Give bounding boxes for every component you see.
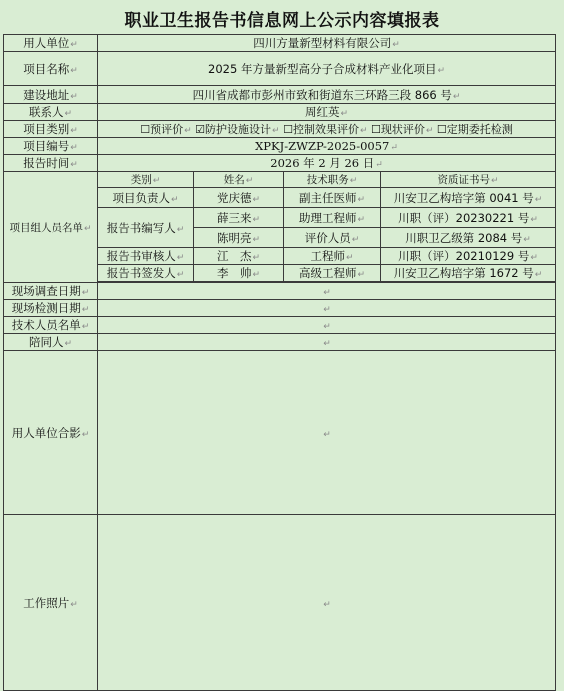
checkbox-protection-design[interactable]: ☑防护设施设计 — [195, 123, 272, 136]
row-contact — [4, 104, 556, 121]
para-mark: ↵ — [392, 40, 400, 50]
escort-value[interactable] — [98, 334, 556, 351]
category-label: 项目类别 — [23, 122, 70, 136]
row-escort — [4, 334, 556, 351]
group-photo-area[interactable] — [98, 351, 556, 515]
address-value: 四川省成都市彭州市致和街道东三环路三段 866 号 — [192, 87, 452, 102]
title-cell: 副主任医师↵ — [284, 188, 381, 208]
para-mark: ↵ — [359, 126, 368, 136]
label-cell: 技术人员名单↵ — [4, 317, 98, 334]
para-mark: ↵ — [323, 599, 331, 610]
report-date-value: 2026 年 2 月 26 日 — [270, 156, 375, 170]
category-options — [98, 121, 556, 138]
role-cell: 报告书审核人↵ — [98, 248, 194, 265]
row-report-date — [4, 155, 556, 172]
row-category — [4, 121, 556, 138]
checkbox-periodic-detection[interactable]: ☐定期委托检测 — [436, 123, 513, 136]
row-tech-staff — [4, 317, 556, 334]
title-cell: 评价人员↵ — [284, 228, 381, 248]
para-mark: ↵ — [452, 91, 461, 102]
para-mark: ↵ — [323, 288, 331, 298]
value-cell — [98, 155, 556, 172]
value-cell — [98, 86, 556, 104]
para-mark: ↵ — [70, 126, 78, 136]
para-mark: ↵ — [83, 223, 92, 234]
role-cell: 报告书编写人↵ — [98, 208, 194, 248]
para-mark: ↵ — [437, 65, 445, 76]
value-cell — [98, 104, 556, 121]
para-mark: ↵ — [340, 109, 349, 119]
para-mark: ↵ — [70, 40, 78, 50]
label-cell: 陪同人↵ — [4, 334, 98, 351]
title-cell: 助理工程师↵ — [284, 208, 381, 228]
survey-date-value[interactable] — [98, 283, 556, 300]
header-cert: 资质证书号↵ — [381, 172, 556, 188]
row-employer — [4, 35, 556, 52]
label-cell: 现场检测日期↵ — [4, 300, 98, 317]
label-cell: 现场调查日期↵ — [4, 283, 98, 300]
para-mark: ↵ — [323, 429, 331, 440]
header-title: 技术职务↵ — [284, 172, 381, 188]
cert-cell: 川职卫乙级第 2084 号↵ — [381, 228, 556, 248]
contact-value: 周红英 — [305, 105, 340, 119]
label-cell — [4, 52, 98, 86]
checkbox-icon: ☐ — [283, 123, 293, 136]
row-project-no — [4, 138, 556, 155]
team-label: 项目组人员名单 — [9, 221, 83, 234]
label-cell: 工作照片↵ — [4, 515, 98, 691]
team-header-row — [4, 172, 556, 188]
name-cell: 薛三来↵ — [194, 208, 284, 228]
label-cell — [4, 104, 98, 121]
address-label: 建设地址 — [23, 87, 70, 102]
role-cell: 报告书签发人↵ — [98, 265, 194, 282]
disclosure-form-table — [3, 34, 556, 691]
report-date-label: 报告时间 — [23, 156, 70, 170]
label-cell — [4, 35, 98, 52]
para-mark: ↵ — [64, 109, 73, 119]
label-cell — [4, 155, 98, 172]
project-no-value: XPKJ-ZWZP-2025-0057 — [255, 139, 390, 153]
row-detect-date — [4, 300, 556, 317]
para-mark: ↵ — [375, 160, 383, 170]
role-cell: 项目负责人↵ — [98, 188, 194, 208]
row-work-photo — [4, 515, 556, 691]
name-cell: 江 杰↵ — [194, 248, 284, 265]
cert-cell: 川安卫乙构培字第 1672 号↵ — [381, 265, 556, 282]
name-cell: 陈明亮↵ — [194, 228, 284, 248]
checkbox-status-evaluation[interactable]: ☐现状评价 — [371, 123, 425, 136]
para-mark: ↵ — [425, 126, 434, 136]
employer-label: 用人单位 — [23, 36, 70, 50]
para-mark: ↵ — [323, 339, 331, 349]
project-name-label: 项目名称 — [23, 61, 70, 76]
project-name-value: 2025 年方量新型高分子合成材料产业化项目 — [208, 61, 437, 76]
para-mark: ↵ — [323, 322, 331, 332]
para-mark: ↵ — [390, 143, 398, 153]
work-photo-area[interactable] — [98, 515, 556, 691]
row-project-name — [4, 52, 556, 86]
checked-box-icon: ☑ — [195, 123, 206, 136]
para-mark: ↵ — [184, 126, 192, 136]
name-cell: 党庆德↵ — [194, 188, 284, 208]
label-cell: 用人单位合影↵ — [4, 351, 98, 515]
cert-cell: 川职（评）20210129 号↵ — [381, 248, 556, 265]
tech-staff-value[interactable] — [98, 317, 556, 334]
value-cell — [98, 35, 556, 52]
header-category: 类别↵ — [98, 172, 194, 188]
para-mark: ↵ — [70, 143, 78, 153]
title-cell: 工程师↵ — [284, 248, 381, 265]
detect-date-value[interactable] — [98, 300, 556, 317]
form-title: 职业卫生报告书信息网上公示内容填报表 — [124, 11, 440, 31]
label-cell — [4, 86, 98, 104]
cert-cell: 川职（评）20230221 号↵ — [381, 208, 556, 228]
row-group-photo — [4, 351, 556, 515]
para-mark: ↵ — [70, 65, 78, 76]
label-cell — [4, 121, 98, 138]
employer-value: 四川方量新型材料有限公司 — [253, 36, 392, 50]
contact-label: 联系人 — [28, 105, 64, 119]
para-mark: ↵ — [70, 91, 78, 102]
value-cell — [98, 52, 556, 86]
project-no-label: 项目编号 — [23, 139, 70, 153]
checkbox-icon: ☐ — [436, 123, 447, 136]
para-mark: ↵ — [70, 160, 78, 170]
header-name: 姓名↵ — [194, 172, 284, 188]
cert-cell: 川安卫乙构培字第 0041 号↵ — [381, 188, 556, 208]
checkbox-control-evaluation[interactable]: ☐控制效果评价 — [283, 123, 359, 136]
team-label-cell — [4, 172, 98, 283]
para-mark: ↵ — [323, 305, 331, 315]
title-cell: 高级工程师↵ — [284, 265, 381, 282]
checkbox-pre-evaluation[interactable]: ☐预评价 — [140, 123, 184, 136]
value-cell — [98, 138, 556, 155]
row-address — [4, 86, 556, 104]
row-survey-date — [4, 283, 556, 300]
checkbox-icon: ☐ — [371, 123, 381, 136]
name-cell: 李 帅↵ — [194, 265, 284, 282]
checkbox-icon: ☐ — [140, 123, 151, 136]
para-mark: ↵ — [272, 126, 280, 136]
label-cell — [4, 138, 98, 155]
